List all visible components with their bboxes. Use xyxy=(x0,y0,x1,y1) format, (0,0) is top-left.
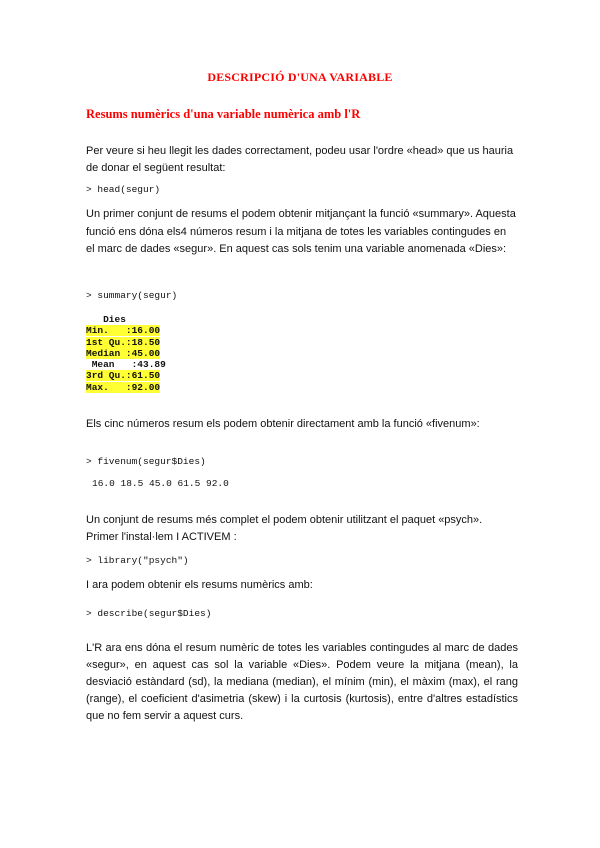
paragraph-describe-explanation: L'R ara ens dóna el resum numèric de totes les variables contingudes al marc de dades «segur», en aquest cas sol la variable «Dies». Podem veure la mitjana (mean), la desviació estàndard (sd), la mediana (median), el mínim (min), el màxim (max), el rang (range), el coeficient d'asimetria (skew) i la curtosis (kurtosis), entre d'altres estadístics que no fem servir a aquest curs. xyxy=(86,642,518,722)
summary-output xyxy=(86,314,166,393)
document-title: DESCRIPCIÓ D'UNA VARIABLE xyxy=(207,70,393,84)
paragraph-head-intro: Per veure si heu llegit les dades correctament, podeu usar l'ordre «head» que us hauria de donar el següent resultat: xyxy=(86,145,514,174)
summary-row-min: Min. :16.00 xyxy=(86,325,161,337)
summary-header: Dies xyxy=(86,314,126,325)
summary-row-q1: 1st Qu.:18.50 xyxy=(86,336,161,348)
paragraph-describe-intro: I ara podem obtenir els resums numèrics amb: xyxy=(86,579,313,591)
code-library: > library("psych") xyxy=(86,555,189,566)
section-heading: Resums numèrics d'una variable numèrica amb l'R xyxy=(86,107,361,121)
code-describe: > describe(segur$Dies) xyxy=(86,608,212,619)
fivenum-output: 16.0 18.5 45.0 61.5 92.0 xyxy=(92,478,229,489)
paragraph-psych-intro: Un conjunt de resums més complet el podem obtenir utilitzant el paquet «psych». Primer l'instal·lem I ACTIVEM : xyxy=(86,514,483,543)
summary-row-q3: 3rd Qu.:61.50 xyxy=(86,370,161,382)
summary-row-median: Median :45.00 xyxy=(86,347,161,359)
summary-row-max: Max. :92.00 xyxy=(86,381,161,393)
code-fivenum: > fivenum(segur$Dies) xyxy=(86,456,206,467)
paragraph-summary-intro: Un primer conjunt de resums el podem obtenir mitjançant la funció «summary». Aquesta funció ens dóna els4 números resum i la mitjana de totes les variables contingudes en el marc de dades «segur». En aquest cas sols tenim una variable anomenada «Dies»: xyxy=(86,208,516,255)
summary-row-mean: Mean :43.89 xyxy=(86,359,166,371)
code-head: > head(segur) xyxy=(86,184,161,195)
paragraph-fivenum-intro: Els cinc números resum els podem obtenir directament amb la funció «fivenum»: xyxy=(86,418,480,430)
code-summary: > summary(segur) xyxy=(86,290,178,301)
